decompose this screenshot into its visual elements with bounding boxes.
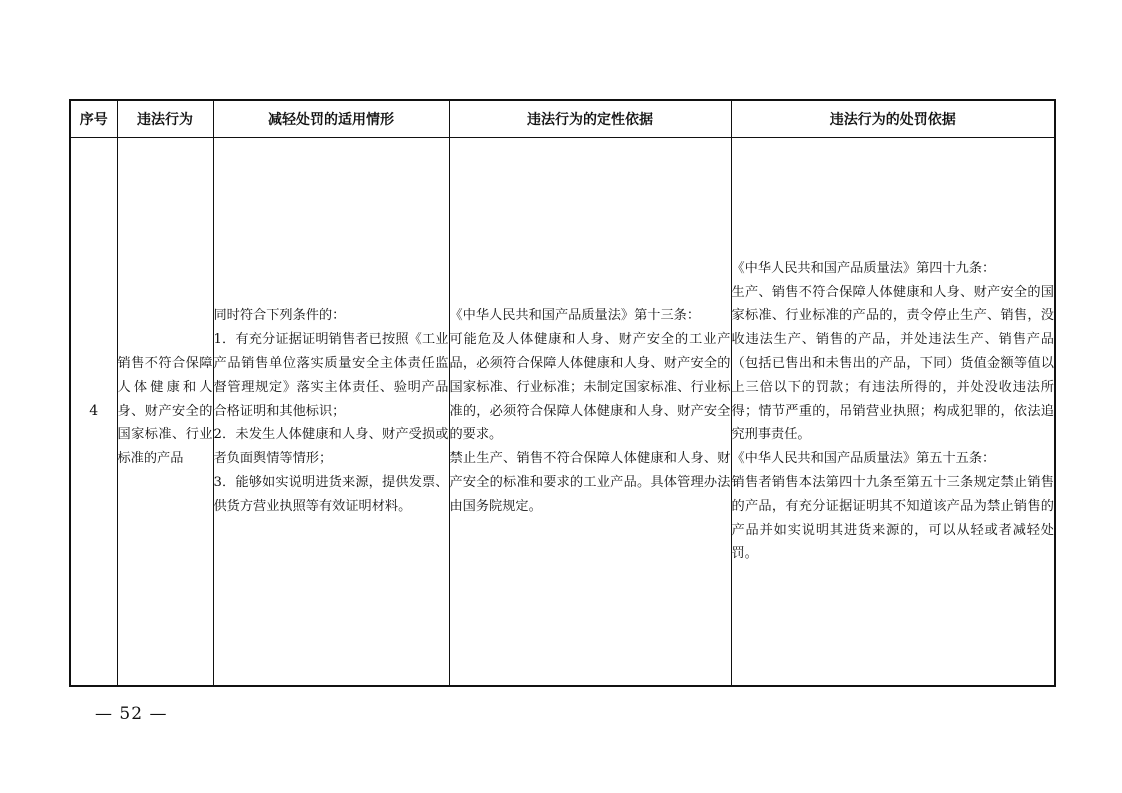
penalty-article-55-text: 销售者销售本法第四十九条至第五十三条规定禁止销售的产品，有充分证据证明其不知道该产品为禁止销售的产品并如实说明其进货来源的，可以从轻或者减轻处罚。	[731, 474, 1054, 562]
basis-article-title: 《中华人民共和国产品质量法》第十三条：	[449, 308, 701, 324]
header-violation: 违法行为	[117, 100, 213, 138]
cell-serial-number: 4	[70, 138, 117, 687]
basis-paragraph-1: 可能危及人体健康和人身、财产安全的工业产品，必须符合保障人体健康和人身、财产安全的国家标准、行业标准；未制定国家标准、行业标准的，必须符合保障人体健康和人身、财产安全的要求。	[449, 332, 731, 443]
basis-paragraph-2: 禁止生产、销售不符合保障人体健康和人身、财产安全的标准和要求的工业产品。具体管理办法由国务院规定。	[449, 451, 731, 514]
cell-penalty-basis	[731, 138, 1055, 687]
penalty-article-49-text: 生产、销售不符合保障人体健康和人身、财产安全的国家标准、行业标准的产品的，责令停止生产、销售，没收违法生产、销售的产品，并处违法生产、销售产品（包括已售出和未售出的产品，下同）货值金额等值以上三倍以下的罚款；有违法所得的，并处没收违法所得；情节严重的，吊销营业执照；构成犯罪的，依法追究刑事责任。	[731, 284, 1054, 443]
header-serial-number: 序号	[70, 100, 117, 138]
cell-violation: 销售不符合保障人体健康和人身、财产安全的国家标准、行业标准的产品	[117, 138, 213, 687]
cell-qualification-basis	[449, 138, 731, 687]
table-header-row	[70, 100, 1055, 138]
penalty-article-55-title: 《中华人民共和国产品质量法》第五十五条：	[731, 451, 996, 467]
header-penalty-basis: 违法行为的处罚依据	[731, 100, 1055, 138]
mitigation-condition-2: 2．未发生人体健康和人身、财产受损或者负面舆情等情形；	[213, 427, 449, 467]
header-mitigation-circumstances: 减轻处罚的适用情形	[213, 100, 449, 138]
penalty-article-49-title: 《中华人民共和国产品质量法》第四十九条：	[731, 260, 996, 276]
header-qualification-basis: 违法行为的定性依据	[449, 100, 731, 138]
page-number: — 52 —	[95, 704, 168, 724]
mitigation-condition-1: 1．有充分证据证明销售者已按照《工业产品销售单位落实质量安全主体责任监督管理规定》落实主体责任、验明产品合格证明和其他标识；	[213, 332, 449, 419]
table-row	[70, 138, 1055, 687]
cell-mitigation	[213, 138, 449, 687]
mitigation-intro: 同时符合下列条件的：	[213, 308, 346, 324]
mitigation-condition-3: 3．能够如实说明进货来源，提供发票、供货方营业执照等有效证明材料。	[213, 474, 449, 514]
regulation-table	[69, 99, 1056, 687]
